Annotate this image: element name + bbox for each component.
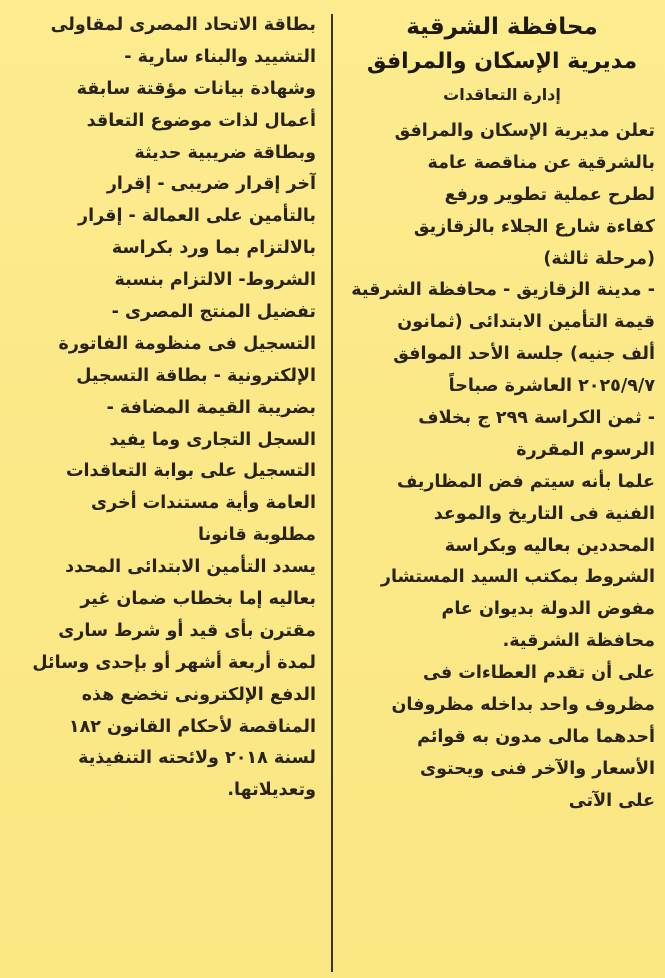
text-line: بالالتزام بما ورد بكراسة [111, 238, 316, 259]
text-line: السجل التجارى وما يفيد [109, 429, 316, 450]
text-line: ٢٠٢٥/٩/٧ العاشرة صباحاً [448, 376, 655, 397]
text-line: وشهادة بيانات مؤقتة سابقة [76, 78, 316, 99]
text-line: على الآتى [568, 790, 655, 811]
text-line: يسدد التأمين الابتدائى المحدد [65, 557, 316, 578]
text-line: أعمال لذات موضوع التعاقد [86, 110, 316, 131]
text-line: وبطاقة ضريبية حديثة [134, 142, 316, 163]
text-line: مفوض الدولة بديوان عام [441, 599, 655, 620]
left-column-body [8, 10, 316, 807]
text-line: بالتأمين على العمالة - إقرار [78, 206, 316, 227]
right-column-body [349, 116, 655, 818]
text-line: مظروف واحد بداخله مظروفان [391, 695, 655, 716]
text-line: مقترن بأى قيد أو شرط سارى [58, 620, 316, 641]
left-column [8, 10, 316, 807]
text-line: بعاليه إما بخطاب ضمان غير [80, 589, 316, 610]
text-line: التسجيل على بوابة التعاقدات [65, 461, 316, 482]
text-line: الشروط- الالتزام بنسبة [114, 270, 316, 291]
text-line: تعلن مديرية الإسكان والمرافق [394, 121, 655, 141]
text-line: لطرح عملية تطوير ورفع [444, 184, 655, 205]
text-line: أحدهما مالى مدون به قوائم [417, 726, 655, 747]
text-line: الفنية فى التاريخ والموعد [433, 503, 655, 524]
text-line: التشييد والبناء سارية - [124, 46, 316, 67]
text-line: الأسعار والآخر فنى ويحتوى [420, 758, 655, 779]
text-line: - ثمن الكراسة ٢٩٩ ج بخلاف [418, 408, 655, 429]
text-line: التسجيل فى منظومة الفاتورة [58, 333, 316, 354]
column-divider [331, 14, 333, 972]
right-column [349, 10, 655, 818]
department-title: إدارة التعاقدات [443, 85, 561, 104]
text-line: المحددين بعاليه وبكراسة [444, 535, 655, 556]
directorate-title: مديرية الإسكان والمرافق [366, 49, 638, 74]
text-line: آخر إقرار ضريبى - إقرار [106, 174, 316, 195]
text-line: قيمة التأمين الابتدائى (ثمانون [397, 312, 655, 333]
text-line: محافظة الشرقية. [502, 631, 655, 652]
text-line: - مدينة الزقازيق - محافظة الشرقية [351, 280, 655, 301]
text-line: كفاءة شارع الجلاء بالزقازيق [413, 216, 655, 237]
text-line: المناقصة لأحكام القانون ١٨٢ [68, 716, 316, 737]
text-line: ألف جنيه) جلسة الأحد الموافق [393, 344, 655, 365]
text-line: على أن تقدم العطاءات فى [423, 663, 655, 684]
text-line: بطاقة الاتحاد المصرى لمقاولى [50, 15, 316, 35]
text-line: (مرحلة ثالثة) [543, 248, 655, 269]
text-line: لسنة ٢٠١٨ ولائحته التنفيذية [78, 748, 316, 769]
text-line: الرسوم المقررة [516, 439, 655, 460]
text-line: بالشرقية عن مناقصة عامة [427, 152, 655, 173]
text-line: الإلكترونية - بطاقة التسجيل [76, 365, 316, 386]
text-line: بضريبة القيمة المضافة - [106, 397, 316, 418]
text-line: علما بأنه سيتم فض المظاريف [396, 471, 655, 492]
text-line: تفضيل المنتج المصرى - [111, 302, 316, 323]
text-line: لمدة أربعة أشهر أو بإحدى وسائل [32, 652, 316, 673]
text-line: الدفع الإلكترونى تخضع هذه [81, 684, 316, 705]
text-line: مطلوبة قانونا [198, 525, 316, 546]
text-line: العامة وأية مستندات أخرى [91, 493, 316, 514]
text-line: وتعديلاتها. [227, 780, 316, 801]
governorate-title: محافظة الشرقية [406, 14, 598, 40]
text-line: الشروط بمكتب السيد المستشار [380, 567, 655, 588]
